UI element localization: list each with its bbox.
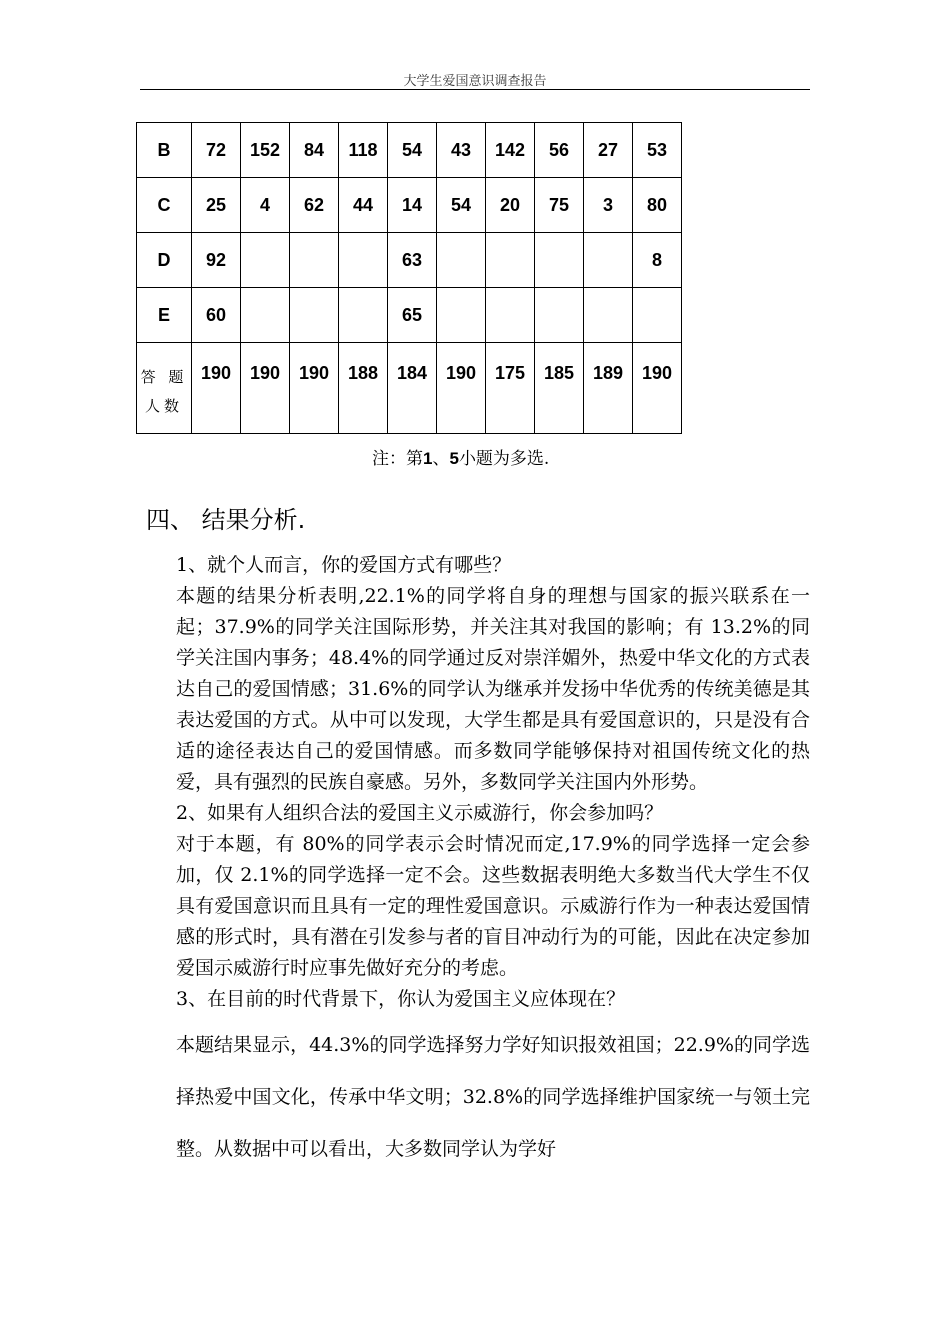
- question-heading: 1、就个人而言，你的爱国方式有哪些？: [176, 554, 512, 576]
- table-cell: [437, 233, 486, 288]
- table-cell: 27: [584, 123, 633, 178]
- label-line: 人数: [144, 397, 183, 415]
- table-cell: 44: [339, 178, 388, 233]
- question-heading: 3、在目前的时代背景下，你认为爱国主义应体现在？: [176, 988, 626, 1010]
- table-cell: [535, 233, 584, 288]
- table-cell: 8: [633, 233, 682, 288]
- total-row: [137, 343, 682, 434]
- table-cell: 190: [633, 343, 682, 434]
- table-cell: 65: [388, 288, 437, 343]
- note-number: 5: [449, 449, 459, 468]
- analysis-paragraph: 本题结果显示，44.3%的同学选择努力学好知识报效祖国；22.9%的同学选择热爱中国文化，传承中华文明；32.8%的同学选择维护国家统一与领土完整。从数据中可以看出，大多数同学认为学好: [176, 1034, 810, 1160]
- table-cell: [290, 233, 339, 288]
- table-row: [137, 288, 682, 343]
- table-cell: 185: [535, 343, 584, 434]
- table-cell: [535, 288, 584, 343]
- table-cell: 175: [486, 343, 535, 434]
- table-row: [137, 123, 682, 178]
- table-note: [372, 444, 549, 469]
- table-cell: 190: [241, 343, 290, 434]
- table-cell: [486, 288, 535, 343]
- table-cell: 43: [437, 123, 486, 178]
- analysis-paragraph: 对于本题，有 80%的同学表示会时情况而定,17.9%的同学选择一定会参加，仅 2.1%的同学选择一定不会。这些数据表明绝大多数当代大学生不仅具有爱国意识而且具有一定的理性爱国意识。示威游行作为一种表达爱国情感的形式时，具有潜在引发参与者的盲目冲动行为的可能，因此在决定参加爱国示威游行时应事先做好充分的考虑。: [176, 833, 810, 979]
- analysis-body: [176, 550, 810, 1175]
- table-cell: 118: [339, 123, 388, 178]
- running-header: 大学生爱国意识调查报告: [403, 74, 547, 89]
- table-cell: [241, 288, 290, 343]
- table-cell: 4: [241, 178, 290, 233]
- table-cell: 188: [339, 343, 388, 434]
- row-label: E: [137, 288, 192, 343]
- table-cell: [486, 233, 535, 288]
- table-cell: 152: [241, 123, 290, 178]
- table-cell: [290, 288, 339, 343]
- note-number: 1: [423, 449, 433, 468]
- table-cell: 3: [584, 178, 633, 233]
- table-cell: 72: [192, 123, 241, 178]
- note-text: 、: [432, 449, 450, 469]
- table-cell: 56: [535, 123, 584, 178]
- table-cell: 184: [388, 343, 437, 434]
- table-cell: 80: [633, 178, 682, 233]
- table-cell: 75: [535, 178, 584, 233]
- question-heading: 2、如果有人组织合法的爱国主义示威游行，你会参加吗？: [176, 802, 664, 824]
- header-rule: [140, 89, 810, 90]
- table-cell: 142: [486, 123, 535, 178]
- table-cell: 84: [290, 123, 339, 178]
- table-cell: [437, 288, 486, 343]
- table-cell: 54: [388, 123, 437, 178]
- table-cell: 189: [584, 343, 633, 434]
- row-label: D: [137, 233, 192, 288]
- table-cell: [241, 233, 290, 288]
- table-cell: 20: [486, 178, 535, 233]
- table-cell: [584, 233, 633, 288]
- table-cell: 25: [192, 178, 241, 233]
- row-label: C: [137, 178, 192, 233]
- label-line: 答 题: [140, 368, 188, 386]
- survey-results-table: [136, 122, 682, 434]
- note-text: 小题为多选.: [458, 449, 550, 469]
- respondent-count-label: [137, 343, 192, 434]
- row-label: B: [137, 123, 192, 178]
- table-cell: 14: [388, 178, 437, 233]
- table-cell: 92: [192, 233, 241, 288]
- table-cell: 190: [437, 343, 486, 434]
- table-row: [137, 178, 682, 233]
- table-cell: [584, 288, 633, 343]
- table-cell: [633, 288, 682, 343]
- table-cell: 62: [290, 178, 339, 233]
- table-cell: 190: [192, 343, 241, 434]
- table-cell: 53: [633, 123, 682, 178]
- table-cell: 190: [290, 343, 339, 434]
- table-cell: 54: [437, 178, 486, 233]
- table-cell: [339, 233, 388, 288]
- table-cell: 63: [388, 233, 437, 288]
- table-cell: 60: [192, 288, 241, 343]
- section-title: 四、 结果分析.: [146, 506, 306, 534]
- table-cell: [339, 288, 388, 343]
- table-row: [137, 233, 682, 288]
- analysis-paragraph: 本题的结果分析表明,22.1%的同学将自身的理想与国家的振兴联系在一起；37.9%的同学关注国际形势，并关注其对我国的影响；有 13.2%的同学关注国内事务；48.4%的同学通过反对崇洋媚外，热爱中华文化的方式表达自己的爱国情感；31.6%的同学认为继承并发扬中华优秀的传统美德是其表达爱国的方式。从中可以发现，大学生都是具有爱国意识的，只是没有合适的途径表达自己的爱国情感。而多数同学能够保持对祖国传统文化的热爱，具有强烈的民族自豪感。另外，多数同学关注国内外形势。: [176, 585, 810, 793]
- note-text: 注：第: [372, 449, 423, 469]
